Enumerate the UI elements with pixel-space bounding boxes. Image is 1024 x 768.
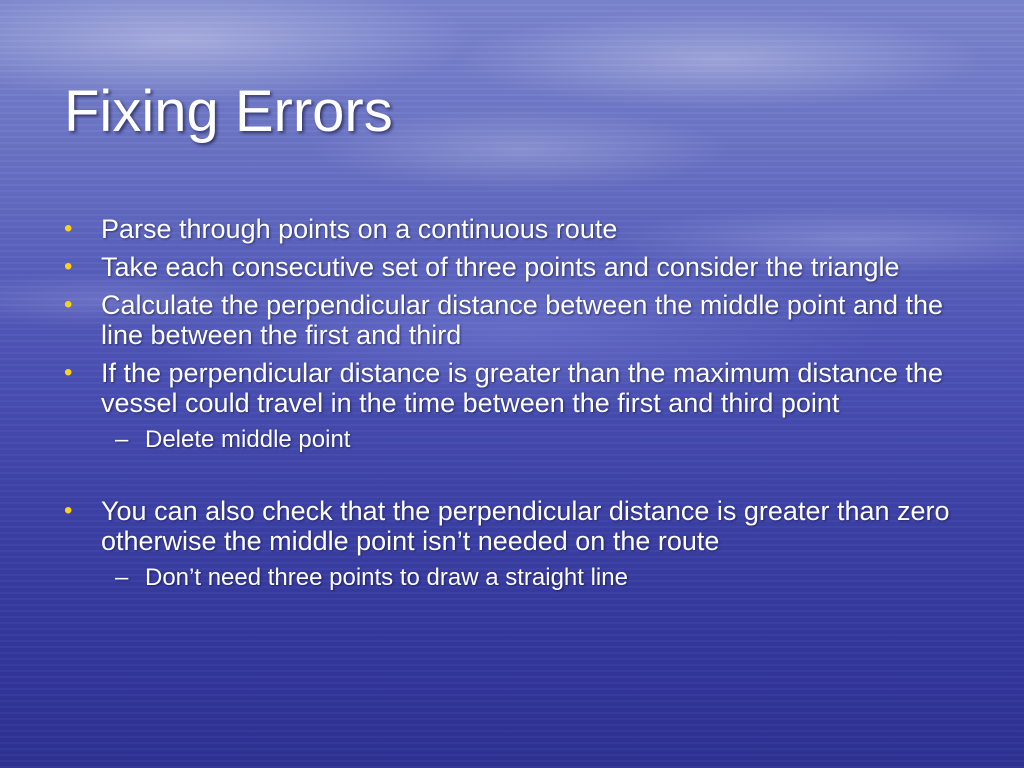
- bullet-text: Take each consecutive set of three points and consider the triangle: [101, 252, 900, 282]
- sub-bullet-text: Don’t need three points to draw a straight line: [145, 564, 628, 591]
- list-spacer: [64, 462, 964, 496]
- dash-icon: –: [115, 426, 129, 453]
- bullet-icon: •: [64, 215, 73, 242]
- sub-bullet-text: Delete middle point: [145, 426, 351, 453]
- sub-bullet-item: [64, 564, 964, 592]
- slide-title: Fixing Errors: [64, 79, 393, 144]
- bullet-text: Calculate the perpendicular distance between the middle point and the line between the first and third: [101, 290, 944, 350]
- bullet-item: [64, 252, 964, 282]
- dash-icon: –: [115, 564, 129, 591]
- bullet-icon: •: [64, 359, 73, 386]
- bullet-text: Parse through points on a continuous route: [101, 214, 618, 244]
- bullet-text: You can also check that the perpendicular distance is greater than zero otherwise the middle point isn’t needed on the route: [101, 496, 950, 556]
- bullet-list: [64, 214, 964, 600]
- bullet-icon: •: [64, 497, 73, 524]
- bullet-item: [64, 358, 964, 418]
- bullet-icon: •: [64, 253, 73, 280]
- bullet-item: [64, 290, 964, 350]
- bullet-text: If the perpendicular distance is greater than the maximum distance the vessel could travel in the time between the first and third point: [101, 358, 943, 418]
- bullet-icon: •: [64, 291, 73, 318]
- sub-bullet-item: [64, 426, 964, 454]
- bullet-item: [64, 496, 964, 556]
- bullet-item: [64, 214, 964, 244]
